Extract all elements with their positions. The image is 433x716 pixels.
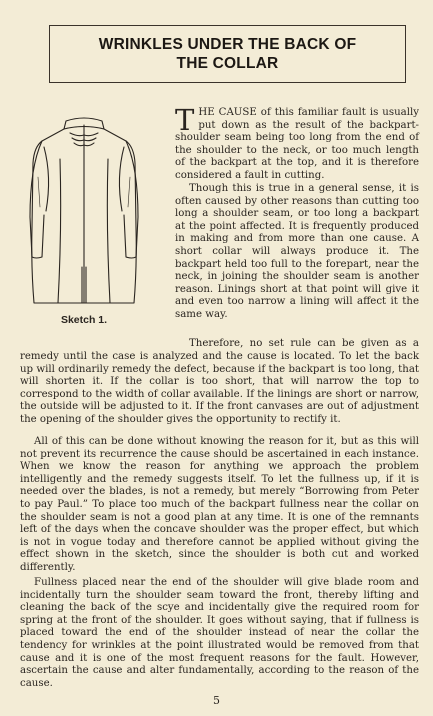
- page-title-line-2: THE COLLAR: [176, 55, 279, 72]
- page-title-line-1: WRINKLES UNDER THE BACK OF: [98, 36, 357, 53]
- paragraph-1: [175, 103, 419, 183]
- coat-sketch-figure: [22, 107, 154, 335]
- page-number: 5: [213, 694, 220, 707]
- paragraph-3-start: Therefore, no set rule can be given as a: [189, 338, 419, 349]
- paragraph-5: Fullness placed near the end of the shoulder will give blade room and incidentally turn the shoulder seam toward the front, thereby lifting and cleaning the back of the scye and incidentally give the required room for spring at the front of the shoulder. It goes without saying, that if fullness is placed toward the end of the shoulder instead of near the collar the tendency for wrinkles at the point illustrated would be removed from that cause and it is one of the most frequent reasons for the fault. However, ascertain the cause and alter fundamentally, according to the reason of the cause.: [20, 577, 419, 689]
- paragraph-3-cont: remedy until the case is analyzed and the cause is located. To let the back up will ordinarily remedy the defect, because if the backpart is too long, that will shorten it. If the collar is too short, that will narrow the top to correspond to the width of collar available. If the linings are short or narrow, the outside will be adjusted to it. If the front canvases are out of adjustment the opening of the shoulder gives the opportunity to rectify it.: [20, 351, 419, 425]
- drop-cap: T: [175, 103, 195, 137]
- paragraph-4: All of this can be done without knowing the reason for it, but as this will not prevent its recurrence the cause should be ascertained in each instance. When we know the reason for anything we approach the problem intelligently and the remedy suggests itself. To let the fullness up, if it is needed over the blades, is not a remedy, but merely “Borrowing from Peter to pay Paul.” To place too much of the backpart fullness near the collar on the shoulder seam is not a good plan at any time. It is one of the remnants left of the days when the concave shoulder was the proper effect, but which is not in vogue today and therefore cannot be applied without giving the effect shown in the sketch, since the shoulder is both cut and worked differently.: [20, 436, 419, 573]
- paragraph-2: Though this is true in a general sense, it is often caused by other reasons than cutting too long a shoulder seam, or too long a backpart at the point affected. It is frequently produced in making and from more than one cause. A short collar will always produce it. The backpart held too full to the forepart, near the neck, in joining the shoulder seam is another reason. Linings short at that point will give it and even too narrow a lining will affect it the same way.: [175, 183, 419, 320]
- figure-caption: Sketch 1.: [60, 314, 108, 326]
- coat-back-illustration: [22, 107, 146, 307]
- title-box: [49, 25, 406, 83]
- paragraph-1-text: HE CAUSE of this familiar fault is usually put down as the result of the backpart-shoulder seam being too long from the end of the shoulder to the neck, or too much length of the backpart at the top, and it is therefore considered a fault in cutting.: [175, 107, 419, 181]
